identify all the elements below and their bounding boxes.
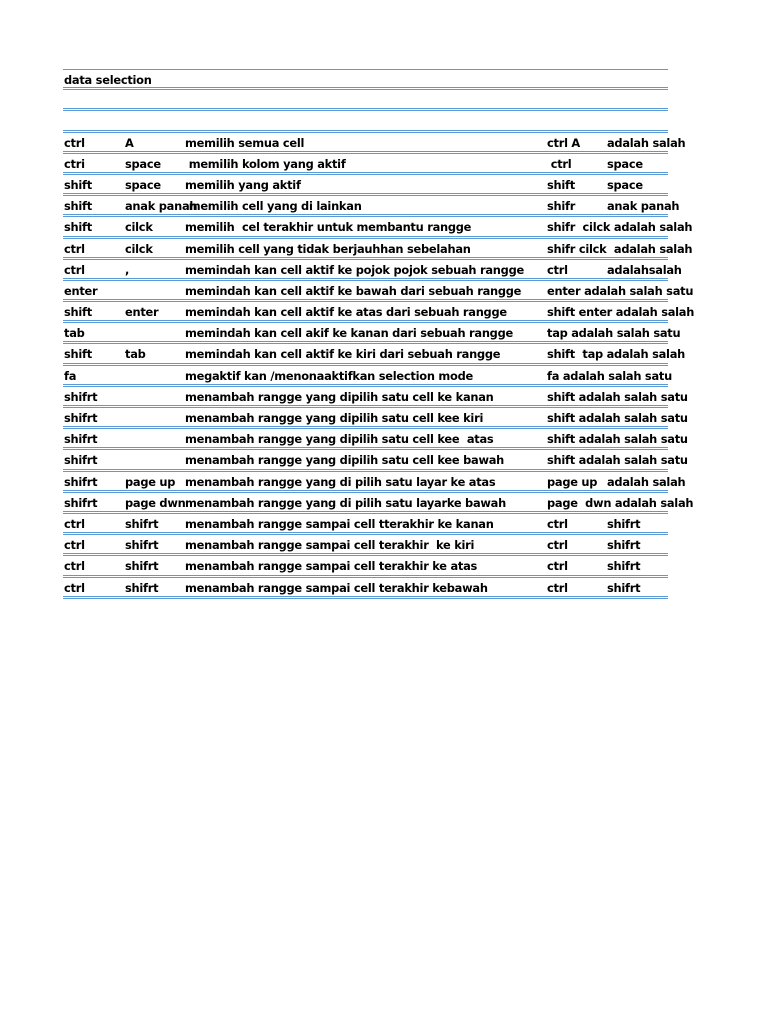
key-cell: shift [64, 199, 92, 214]
description-cell: memilih kolom yang aktif [185, 156, 346, 171]
modifier-cell: shifrt [125, 559, 159, 574]
note-key-cell: shift enter adalah salah [547, 305, 695, 320]
empty-row [63, 111, 668, 132]
table-row [63, 535, 668, 556]
description-cell: menambah rangge yang dipilih satu cell kee kiri [185, 411, 484, 425]
modifier-cell: shifrt [125, 538, 159, 553]
table-row [63, 493, 694, 514]
table-row [63, 217, 693, 238]
description-cell: memindah kan cell aktif ke kiri dari sebuah rangge [185, 347, 501, 362]
modifier-cell: page up [125, 474, 176, 489]
table-row [63, 387, 688, 408]
key-cell: shifrt [64, 474, 98, 489]
note-key-cell: shifr [547, 199, 576, 214]
note-text-cell: adalahsalah [607, 262, 682, 277]
sheet-title: data selection [64, 73, 152, 87]
note-key-cell: shift adalah salah satu [547, 389, 688, 404]
key-cell: ctrl [64, 559, 85, 574]
table-row [63, 260, 682, 281]
description-cell: memilih cel terakhir untuk membantu rangge [185, 220, 472, 235]
table-row [63, 450, 688, 471]
description-cell: memilih semua cell [185, 135, 305, 150]
description-cell: menambah rangge sampai cell terakhir ke kiri [185, 538, 475, 553]
modifier-cell: space [125, 156, 161, 171]
note-key-cell: shift adalah salah satu [547, 453, 688, 468]
key-cell: shifrt [64, 453, 98, 468]
note-text-cell: space [607, 156, 643, 171]
key-cell: enter [64, 283, 98, 298]
note-key-cell: shifr cilck adalah salah [547, 241, 693, 256]
note-text-cell: shifrt [607, 580, 641, 595]
description-cell: memilih cell yang tidak berjauhhan sebelahan [185, 241, 471, 256]
table-row [63, 196, 680, 217]
note-key-cell: ctrl A [547, 135, 581, 150]
description-cell: menambah rangge yang dipilih satu cell ke kanan [185, 389, 494, 404]
note-text-cell: space [607, 177, 643, 192]
key-cell: ctrl [64, 135, 85, 150]
description-cell: menambah rangge yang di pilih satu layar ke atas [185, 474, 496, 489]
empty-row [63, 90, 668, 111]
table-row [63, 175, 668, 196]
note-text-cell: adalah salah [607, 474, 686, 489]
note-key-cell: ctrl [547, 538, 568, 553]
key-cell: shifrt [64, 495, 98, 510]
table-row [63, 133, 686, 154]
description-cell: menambah rangge yang di pilih satu layarke bawah [185, 495, 506, 510]
note-text-cell: shifrt [607, 516, 641, 531]
key-cell: ctri [64, 156, 85, 171]
table-row [63, 556, 668, 577]
table-row [63, 366, 672, 387]
table-row [63, 408, 688, 429]
note-key-cell: shift adalah salah satu [547, 411, 688, 425]
description-cell: menambah rangge sampai cell tterakhir ke kanan [185, 516, 494, 531]
key-cell: shift [64, 220, 92, 235]
table-row [63, 514, 668, 535]
note-key-cell: ctrl [547, 559, 568, 574]
note-key-cell: tap adalah salah satu [547, 326, 681, 341]
modifier-cell: tab [125, 347, 146, 362]
table-row [63, 323, 681, 344]
modifier-cell: cilck [125, 241, 153, 256]
description-cell: megaktif kan /menonaaktifkan selection mode [185, 368, 473, 383]
modifier-cell: page dwn [125, 495, 186, 510]
shortcut-table [63, 133, 695, 599]
spreadsheet [63, 69, 695, 599]
description-cell: menambah rangge yang dipilih satu cell kee atas [185, 432, 494, 447]
title-row [63, 69, 668, 90]
key-cell: fa [64, 368, 77, 383]
key-cell: ctrl [64, 580, 85, 595]
note-key-cell: shift [547, 177, 575, 192]
key-cell: tab [64, 326, 85, 341]
modifier-cell: enter [125, 305, 159, 320]
note-text-cell: adalah salah [607, 135, 686, 150]
description-cell: memilih cell yang di lainkan [185, 199, 362, 214]
table-row [63, 302, 695, 323]
key-cell: shifrt [64, 411, 98, 425]
key-cell: ctrl [64, 241, 85, 256]
modifier-cell: , [125, 262, 130, 277]
description-cell: memindah kan cell aktif ke pojok pojok sebuah rangge [185, 262, 524, 277]
note-key-cell: page dwn adalah salah [547, 495, 694, 510]
table-row [63, 429, 688, 450]
key-cell: shift [64, 177, 92, 192]
key-cell: shifrt [64, 432, 98, 447]
description-cell: menambah rangge sampai cell terakhir ke atas [185, 559, 478, 574]
note-key-cell: fa adalah salah satu [547, 368, 672, 383]
table-row [63, 281, 694, 302]
note-key-cell: shift adalah salah satu [547, 432, 688, 447]
description-cell: memindah kan cell akif ke kanan dari sebuah rangge [185, 326, 513, 341]
modifier-cell: anak panah [125, 199, 198, 214]
note-key-cell: shift tap adalah salah [547, 347, 685, 362]
note-key-cell: page up [547, 474, 598, 489]
table-row [63, 239, 693, 260]
note-key-cell: ctrl [547, 156, 572, 171]
description-cell: memindah kan cell aktif ke atas dari sebuah rangge [185, 305, 507, 320]
note-text-cell: shifrt [607, 538, 641, 553]
modifier-cell: cilck [125, 220, 153, 235]
modifier-cell: space [125, 177, 161, 192]
note-key-cell: enter adalah salah satu [547, 283, 694, 298]
key-cell: shift [64, 347, 92, 362]
description-cell: menambah rangge sampai cell terakhir kebawah [185, 580, 488, 595]
key-cell: shift [64, 305, 92, 320]
table-row [63, 154, 668, 175]
note-text-cell: shifrt [607, 559, 641, 574]
table-row [63, 472, 686, 493]
table-row [63, 344, 685, 365]
table-row [63, 578, 668, 599]
description-cell: menambah rangge yang dipilih satu cell kee bawah [185, 453, 505, 468]
key-cell: ctrl [64, 262, 85, 277]
modifier-cell: shifrt [125, 580, 159, 595]
modifier-cell: A [125, 135, 134, 150]
note-key-cell: shifr cilck adalah salah [547, 220, 693, 235]
description-cell: memilih yang aktif [185, 177, 301, 192]
note-key-cell: ctrl [547, 262, 568, 277]
note-key-cell: ctrl [547, 580, 568, 595]
key-cell: ctrl [64, 538, 85, 553]
modifier-cell: shifrt [125, 516, 159, 531]
note-text-cell: anak panah [607, 199, 680, 214]
key-cell: ctrl [64, 516, 85, 531]
note-key-cell: ctrl [547, 516, 568, 531]
description-cell: memindah kan cell aktif ke bawah dari sebuah rangge [185, 283, 522, 298]
key-cell: shifrt [64, 389, 98, 404]
